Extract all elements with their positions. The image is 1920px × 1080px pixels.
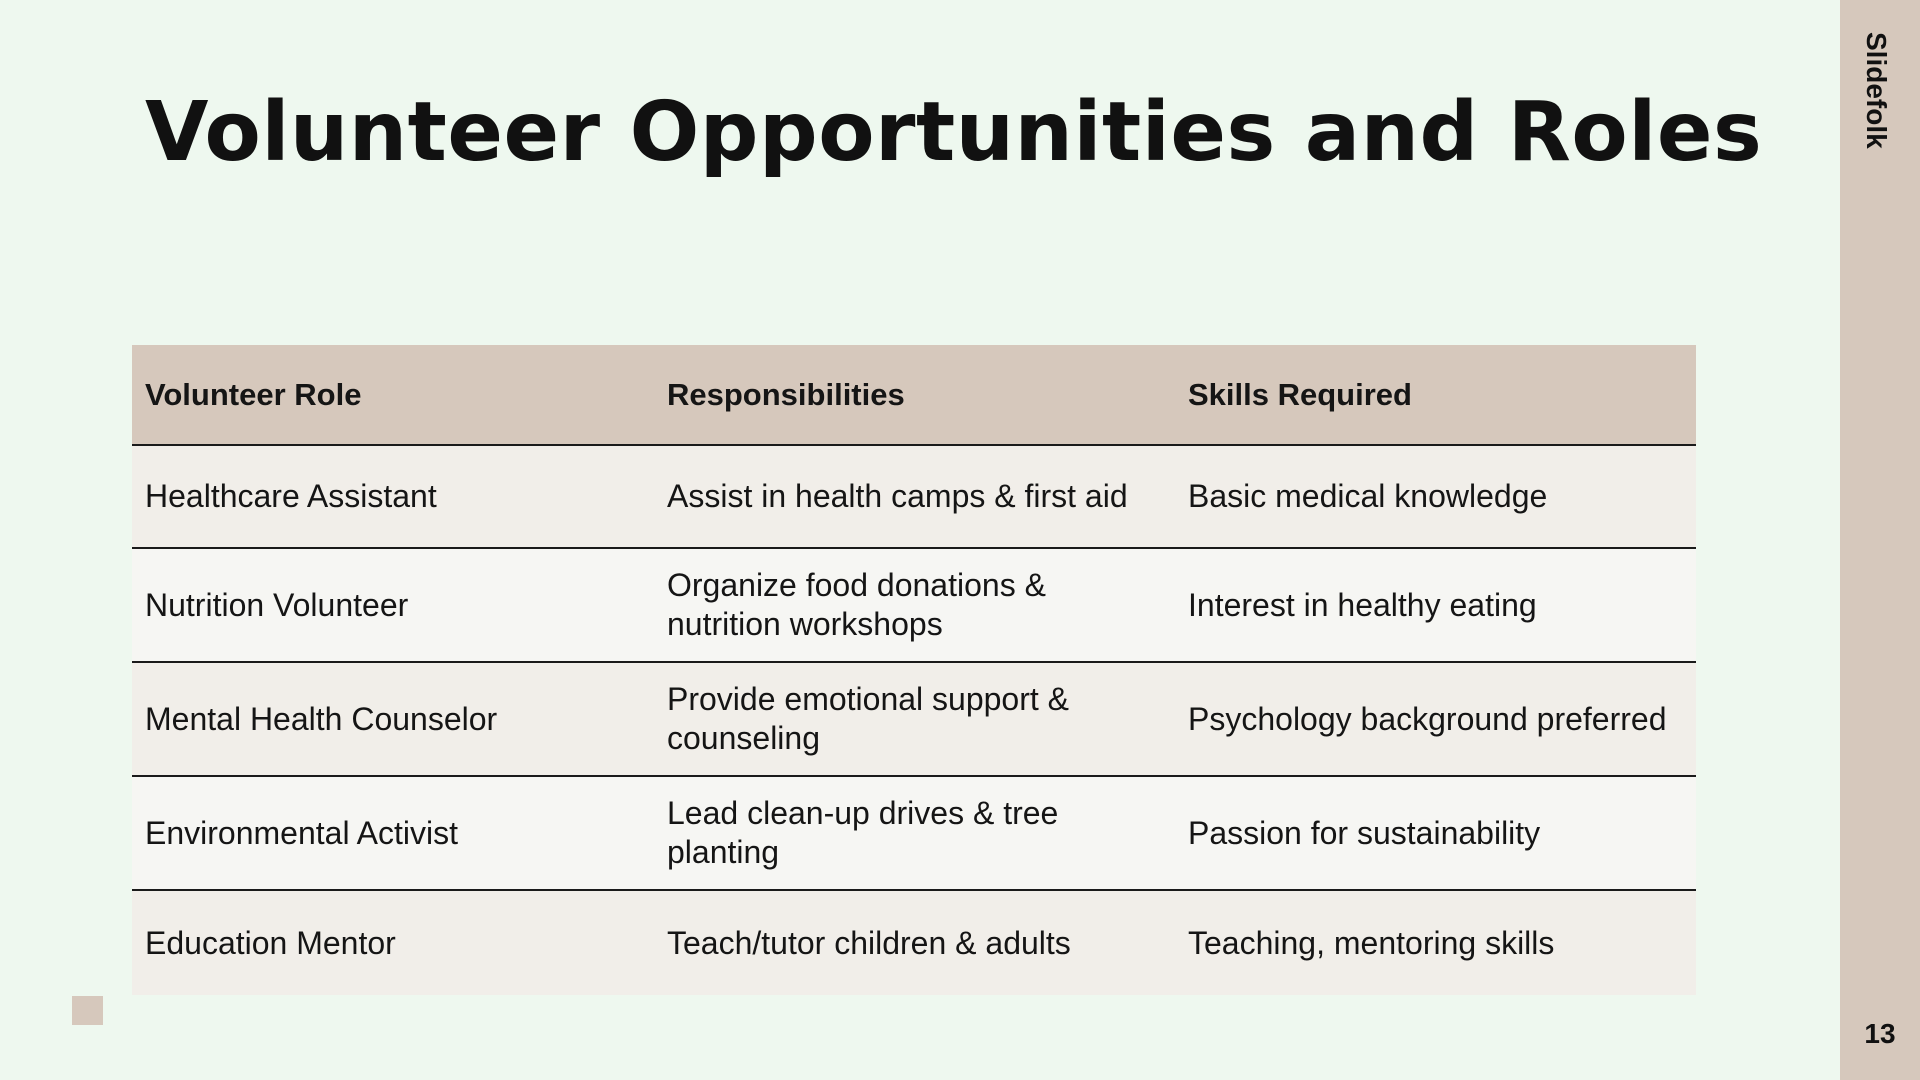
skills-cell: Teaching, mentoring skills (1188, 924, 1555, 961)
table-row (132, 777, 1696, 891)
table-row (132, 549, 1696, 663)
table-row (132, 446, 1696, 549)
header-cell-responsibilities: Responsibilities (667, 377, 905, 412)
responsibility-cell: Teach/tutor children & adults (667, 924, 1071, 961)
role-cell: Nutrition Volunteer (145, 586, 409, 623)
responsibility-cell: Provide emotional support & counseling (667, 681, 1069, 756)
responsibility-cell: Assist in health camps & first aid (667, 478, 1128, 514)
responsibility-cell: Lead clean-up drives & tree planting (667, 795, 1059, 870)
brand-label: Slidefolk (1861, 32, 1892, 149)
role-cell: Healthcare Assistant (145, 478, 437, 514)
header-cell-role: Volunteer Role (145, 377, 362, 412)
role-cell: Mental Health Counselor (145, 700, 498, 737)
table-row (132, 663, 1696, 777)
skills-cell: Psychology background preferred (1188, 700, 1667, 737)
skills-cell: Passion for sustainability (1188, 814, 1541, 851)
table-header-row (132, 345, 1696, 446)
skills-cell: Basic medical knowledge (1188, 478, 1548, 514)
role-cell: Education Mentor (145, 924, 396, 961)
slide-title: Volunteer Opportunities and Roles (145, 85, 1763, 180)
volunteer-roles-table (132, 345, 1696, 995)
responsibility-cell: Organize food donations & nutrition workshops (667, 567, 1046, 642)
decorative-square (72, 996, 103, 1025)
skills-cell: Interest in healthy eating (1188, 586, 1537, 623)
page-number: 13 (1864, 1018, 1896, 1049)
role-cell: Environmental Activist (145, 814, 459, 851)
table-row (132, 891, 1696, 995)
header-cell-skills: Skills Required (1188, 377, 1412, 412)
right-sidebar (1840, 0, 1920, 1080)
